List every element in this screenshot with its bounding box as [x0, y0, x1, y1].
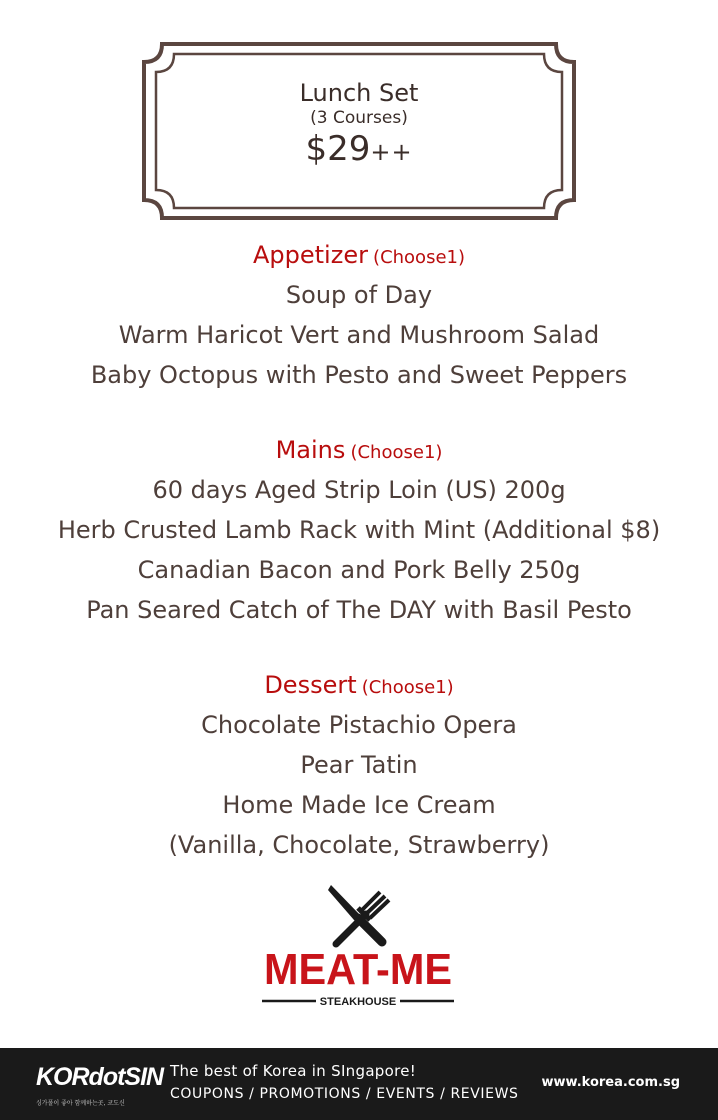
kordotsin-logo[interactable]: KORdotSIN	[36, 1063, 164, 1091]
set-price	[140, 128, 578, 173]
menu-item: Pear Tatin	[300, 751, 418, 779]
section-heading	[0, 665, 718, 705]
set-subtitle: (3 Courses)	[310, 108, 408, 128]
section-note: (Choose1)	[373, 247, 465, 268]
menu-item: Warm Haricot Vert and Mushroom Salad	[118, 321, 600, 349]
menu-item: Canadian Bacon and Pork Belly 250g	[137, 556, 581, 584]
brand-tagline: 싱가폴이 좋아 함께하는곳, 코도신	[36, 1100, 125, 1107]
set-title: Lunch Set	[299, 79, 419, 107]
menu-item: Home Made Ice Cream	[222, 791, 496, 819]
menu-item: Herb Crusted Lamb Rack with Mint (Additional $8)	[57, 516, 661, 544]
section-note: (Choose1)	[350, 442, 443, 463]
logo-wordmark: MEAT-ME	[264, 945, 452, 994]
section-heading	[0, 235, 718, 275]
footer-url[interactable]: www.korea.com.sg	[541, 1075, 680, 1090]
footer-bar	[0, 1048, 718, 1120]
section-appetizer	[0, 235, 718, 395]
menu-item: Soup of Day	[285, 281, 433, 309]
price-amount: $29	[305, 129, 371, 169]
menu-item: Chocolate Pistachio Opera	[201, 711, 517, 739]
section-heading	[0, 430, 718, 470]
footer-services: COUPONS / PROMOTIONS / EVENTS / REVIEWS	[170, 1086, 519, 1102]
menu-item: (Vanilla, Chocolate, Strawberry)	[168, 831, 550, 859]
section-note: (Choose1)	[361, 677, 454, 698]
logo-tagline: STEAKHOUSE	[319, 996, 397, 1008]
menu-item: 60 days Aged Strip Loin (US) 200g	[152, 476, 566, 504]
price-suffix: ++	[370, 138, 413, 166]
crossed-fork-knife-icon	[328, 885, 389, 944]
section-dessert	[0, 665, 718, 865]
section-title: Mains	[275, 436, 346, 464]
menu-item: Baby Octopus with Pesto and Sweet Peppers	[90, 361, 628, 389]
footer-tagline: The best of Korea in SIngapore!	[170, 1062, 417, 1080]
section-title: Dessert	[264, 671, 357, 699]
lunch-set-header	[140, 78, 578, 173]
menu-item: Pan Seared Catch of The DAY with Basil Pesto	[86, 596, 632, 624]
meat-me-logo	[258, 880, 458, 1012]
section-title: Appetizer	[252, 241, 368, 269]
section-mains	[0, 430, 718, 630]
